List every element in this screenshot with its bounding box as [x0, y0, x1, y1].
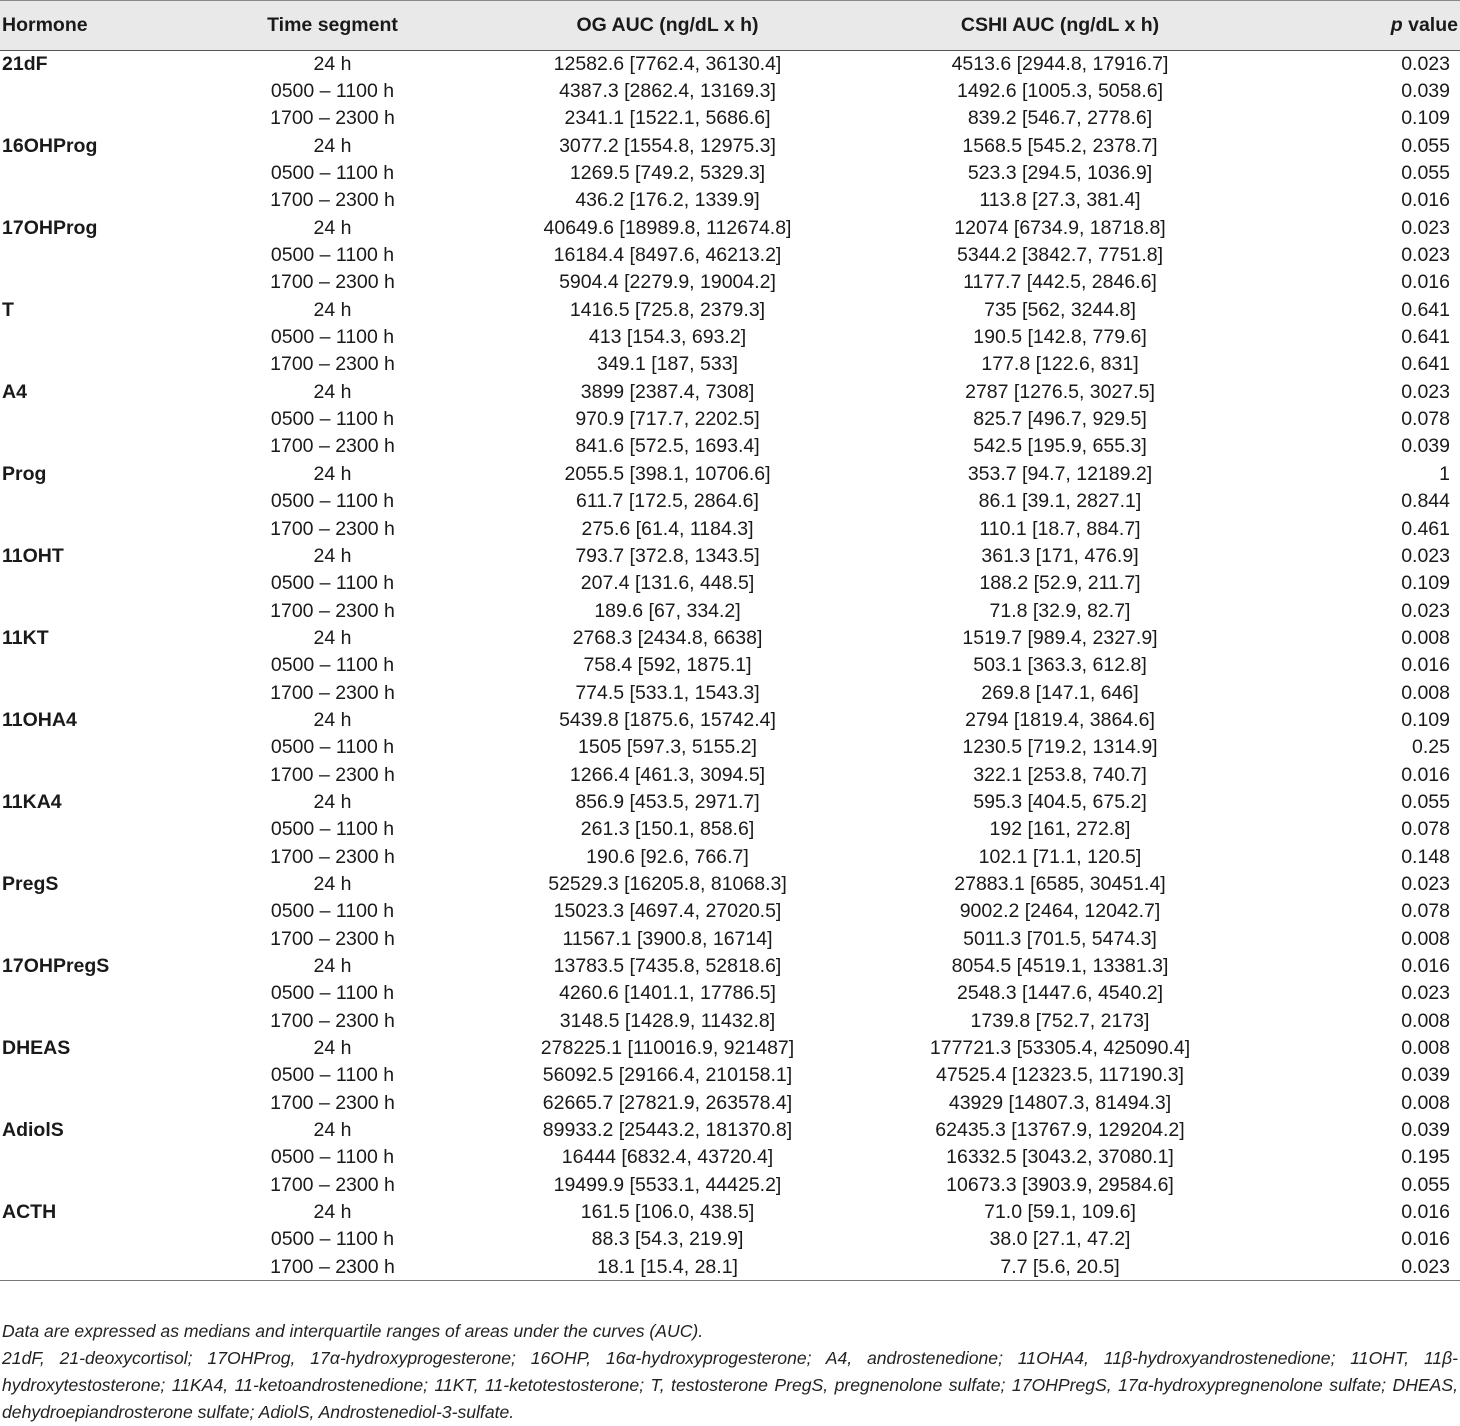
table-row — [0, 1035, 1460, 1062]
cell-og-auc: 2341.1 [1522.1, 5686.6] — [564, 107, 771, 130]
cell-hormone — [0, 160, 200, 187]
cell-p-value: 0.016 — [1401, 955, 1450, 978]
cell-p-value: 0.008 — [1401, 1009, 1450, 1032]
table-row — [0, 816, 1460, 843]
cell-hormone — [0, 1062, 200, 1089]
cell-time-segment: 1700 – 2300 h — [270, 1091, 395, 1114]
cell-og-auc: 793.7 [372.8, 1343.5] — [575, 544, 760, 567]
table-header — [0, 1, 1460, 51]
cell-cshi-auc: 113.8 [27.3, 381.4] — [979, 189, 1141, 212]
cell-cshi-auc: 269.8 [147.1, 646] — [981, 681, 1139, 704]
cell-p-value: 0.461 — [1401, 517, 1450, 540]
cell-cshi-auc: 47525.4 [12323.5, 117190.3] — [936, 1064, 1184, 1087]
cell-p-value: 0.25 — [1412, 736, 1450, 759]
cell-hormone: PregS — [2, 872, 59, 895]
cell-hormone — [0, 488, 200, 515]
cell-og-auc: 52529.3 [16205.8, 81068.3] — [548, 872, 787, 895]
cell-cshi-auc: 177.8 [122.6, 831] — [981, 353, 1139, 376]
table-row — [0, 1008, 1460, 1035]
cell-og-auc: 3148.5 [1428.9, 11432.8] — [559, 1009, 776, 1032]
cell-time-segment: 1700 – 2300 h — [270, 271, 395, 294]
cell-og-auc: 5904.4 [2279.9, 19004.2] — [559, 271, 776, 294]
cell-hormone: 11KT — [2, 626, 49, 649]
cell-p-value: 0.023 — [1401, 982, 1450, 1005]
table-row — [0, 1062, 1460, 1089]
cell-og-auc: 16184.4 [8497.6, 46213.2] — [553, 244, 782, 267]
cell-time-segment: 0500 – 1100 h — [270, 900, 395, 923]
table-row — [0, 980, 1460, 1007]
cell-og-auc: 88.3 [54.3, 219.9] — [591, 1228, 744, 1251]
cell-hormone: AdiolS — [2, 1119, 64, 1142]
cell-hormone: 17OHPregS — [2, 955, 110, 978]
table-row — [0, 898, 1460, 925]
cell-hormone — [0, 1172, 200, 1199]
cell-p-value: 0.023 — [1250, 1254, 1460, 1281]
table-footnotes — [2, 1318, 1458, 1426]
cell-hormone — [0, 1144, 200, 1171]
table-row — [0, 734, 1460, 761]
cell-time-segment: 0500 – 1100 h — [270, 162, 395, 185]
table-row — [0, 215, 1460, 242]
footnote-abbreviations: 21dF, 21-deoxycortisol; 17OHProg, 17α-hydroxyprogesterone; 16OHP, 16α-hydroxyprogesterone; A4, androstenedione; 11OHA4, 11β-hydroxyandrostenedione; 11OHT, 11β-hydroxytestosterone; 11KA4, 11-ketoandrostenedione; 11KT, 11-ketotestosterone; T, testosterone PregS, pregnenolone sulfate; 17OHPregS, 17α-hydroxypregnenolone sulfate; DHEAS, dehydroepiandrosterone sulfate; AdiolS, Androstenediol-3-sulfate. — [2, 1348, 1458, 1422]
cell-hormone — [0, 324, 200, 351]
cell-p-value: 0.023 — [1401, 244, 1450, 267]
table-row — [0, 461, 1460, 488]
cell-time-segment: 0500 – 1100 h — [270, 408, 395, 431]
cell-cshi-auc: 2548.3 [1447.6, 4540.2] — [956, 982, 1164, 1005]
cell-cshi-auc: 38.0 [27.1, 47.2] — [989, 1228, 1131, 1251]
header-og-auc: OG AUC (ng/dL x h) — [465, 1, 870, 51]
cell-cshi-auc: 542.5 [195.9, 655.3] — [973, 435, 1147, 458]
cell-p-value: 0.109 — [1401, 107, 1450, 130]
cell-og-auc: 1266.4 [461.3, 3094.5] — [569, 763, 766, 786]
cell-p-value: 0.078 — [1401, 408, 1450, 431]
cell-hormone — [0, 187, 200, 214]
cell-hormone — [0, 242, 200, 269]
cell-time-segment: 0500 – 1100 h — [270, 1146, 395, 1169]
cell-time-segment: 24 h — [313, 1119, 352, 1142]
cell-p-value: 0.055 — [1401, 162, 1450, 185]
table-row — [0, 269, 1460, 296]
table-row — [0, 1090, 1460, 1117]
table-row — [0, 78, 1460, 105]
cell-cshi-auc: 361.3 [171, 476.9] — [981, 544, 1139, 567]
cell-hormone — [0, 570, 200, 597]
cell-og-auc: 89933.2 [25443.2, 181370.8] — [542, 1119, 793, 1142]
cell-og-auc: 161.5 [106.0, 438.5] — [580, 1201, 755, 1224]
table-row — [0, 351, 1460, 378]
cell-p-value: 0.008 — [1401, 927, 1450, 950]
cell-time-segment: 0500 – 1100 h — [270, 1064, 395, 1087]
cell-cshi-auc: 62435.3 [13767.9, 129204.2] — [935, 1119, 1185, 1142]
cell-hormone: ACTH — [2, 1201, 57, 1224]
cell-og-auc: 19499.9 [5533.1, 44425.2] — [553, 1173, 782, 1196]
cell-p-value: 0.039 — [1401, 1064, 1450, 1087]
table-row — [0, 543, 1460, 570]
cell-time-segment: 24 h — [313, 872, 352, 895]
cell-time-segment: 24 h — [313, 1201, 352, 1224]
cell-hormone — [0, 351, 200, 378]
cell-p-value: 0.023 — [1401, 216, 1450, 239]
cell-hormone — [0, 1254, 200, 1281]
cell-hormone: 17OHProg — [2, 216, 98, 239]
table-row — [0, 515, 1460, 542]
table-row — [0, 1199, 1460, 1226]
cell-hormone — [0, 597, 200, 624]
header-time-segment: Time segment — [200, 1, 465, 51]
cell-p-value: 0.016 — [1401, 189, 1450, 212]
cell-og-auc: 4387.3 [2862.4, 13169.3] — [559, 80, 776, 103]
cell-p-value: 0.078 — [1401, 818, 1450, 841]
cell-p-value: 0.016 — [1401, 654, 1450, 677]
table-row — [0, 570, 1460, 597]
cell-og-auc: 56092.5 [29166.4, 210158.1] — [542, 1064, 793, 1087]
table-row — [0, 761, 1460, 788]
table-row — [0, 133, 1460, 160]
table-row — [0, 1254, 1460, 1281]
cell-hormone: T — [2, 298, 14, 321]
cell-p-value: 0.844 — [1401, 490, 1450, 513]
header-p-italic: p — [1390, 14, 1403, 36]
cell-hormone: DHEAS — [2, 1037, 71, 1060]
cell-og-auc: 4260.6 [1401.1, 17786.5] — [559, 982, 776, 1005]
table-row — [0, 843, 1460, 870]
cell-og-auc: 190.6 [92.6, 766.7] — [586, 845, 749, 868]
cell-og-auc: 1505 [597.3, 5155.2] — [578, 736, 757, 759]
cell-hormone: Prog — [2, 462, 47, 485]
cell-og-auc: 62665.7 [27821.9, 263578.4] — [542, 1091, 793, 1114]
cell-cshi-auc: 2794 [1819.4, 3864.6] — [965, 708, 1155, 731]
cell-time-segment: 0500 – 1100 h — [270, 736, 395, 759]
cell-hormone: 16OHProg — [2, 134, 98, 157]
cell-cshi-auc: 523.3 [294.5, 1036.9] — [967, 162, 1153, 185]
footnote-data-description: Data are expressed as medians and interquartile ranges of areas under the curves (AUC). — [2, 1321, 704, 1341]
table-row — [0, 789, 1460, 816]
cell-p-value: 0.016 — [1401, 1228, 1450, 1251]
cell-og-auc: 436.2 [176.2, 1339.9] — [575, 189, 760, 212]
table-row — [0, 679, 1460, 706]
cell-time-segment: 24 h — [313, 626, 352, 649]
cell-p-value: 0.055 — [1401, 134, 1450, 157]
cell-cshi-auc: 2787 [1276.5, 3027.5] — [965, 380, 1155, 403]
cell-cshi-auc: 188.2 [52.9, 211.7] — [979, 572, 1141, 595]
cell-hormone: A4 — [2, 380, 27, 403]
cell-og-auc: 3899 [2387.4, 7308] — [580, 380, 755, 403]
cell-time-segment: 1700 – 2300 h — [270, 353, 395, 376]
cell-time-segment: 24 h — [313, 544, 352, 567]
cell-hormone — [0, 406, 200, 433]
cell-time-segment: 1700 – 2300 h — [270, 1173, 395, 1196]
table-row — [0, 379, 1460, 406]
cell-cshi-auc: 5344.2 [3842.7, 7751.8] — [956, 244, 1164, 267]
cell-og-auc: 5439.8 [1875.6, 15742.4] — [559, 708, 776, 731]
cell-hormone — [0, 980, 200, 1007]
cell-cshi-auc: 71.8 [32.9, 82.7] — [989, 599, 1131, 622]
cell-p-value: 0.641 — [1401, 298, 1450, 321]
cell-cshi-auc: 825.7 [496.7, 929.5] — [973, 408, 1147, 431]
cell-time-segment: 1700 – 2300 h — [270, 599, 395, 622]
cell-cshi-auc: 1177.7 [442.5, 2846.6] — [963, 271, 1157, 294]
cell-og-auc: 413 [154.3, 693.2] — [588, 326, 747, 349]
cell-og-auc: 18.1 [15.4, 28.1] — [465, 1254, 870, 1281]
table-body — [0, 51, 1460, 1281]
table-row — [0, 242, 1460, 269]
cell-time-segment: 1700 – 2300 h — [270, 763, 395, 786]
cell-time-segment: 0500 – 1100 h — [270, 326, 395, 349]
cell-og-auc: 11567.1 [3900.8, 16714] — [562, 927, 773, 950]
table-row — [0, 625, 1460, 652]
cell-cshi-auc: 353.7 [94.7, 12189.2] — [967, 462, 1153, 485]
cell-cshi-auc: 10673.3 [3903.9, 29584.6] — [946, 1173, 1174, 1196]
cell-time-segment: 1700 – 2300 h — [270, 435, 395, 458]
table-row — [0, 1144, 1460, 1171]
cell-time-segment: 24 h — [313, 1037, 352, 1060]
cell-cshi-auc: 86.1 [39.1, 2827.1] — [978, 490, 1142, 513]
cell-p-value: 0.195 — [1401, 1146, 1450, 1169]
header-hormone: Hormone — [0, 1, 200, 51]
cell-time-segment: 1700 – 2300 h — [270, 1009, 395, 1032]
cell-p-value: 0.008 — [1401, 1091, 1450, 1114]
cell-og-auc: 12582.6 [7762.4, 36130.4] — [553, 52, 782, 75]
header-row — [0, 1, 1460, 51]
cell-time-segment: 0500 – 1100 h — [270, 490, 395, 513]
cell-hormone — [0, 1008, 200, 1035]
cell-time-segment: 1700 – 2300 h — [270, 681, 395, 704]
cell-og-auc: 278225.1 [110016.9, 921487] — [540, 1037, 795, 1060]
cell-hormone — [0, 679, 200, 706]
cell-og-auc: 189.6 [67, 334.2] — [594, 599, 741, 622]
cell-time-segment: 1700 – 2300 h — [270, 189, 395, 212]
cell-p-value: 0.023 — [1401, 544, 1450, 567]
cell-hormone — [0, 1226, 200, 1253]
cell-time-segment: 24 h — [313, 380, 352, 403]
cell-p-value: 0.023 — [1401, 52, 1450, 75]
cell-p-value: 0.016 — [1401, 763, 1450, 786]
cell-hormone — [0, 816, 200, 843]
header-cshi-auc: CSHI AUC (ng/dL x h) — [870, 1, 1250, 51]
cell-cshi-auc: 1230.5 [719.2, 1314.9] — [962, 736, 1158, 759]
cell-p-value: 0.039 — [1401, 1119, 1450, 1142]
cell-cshi-auc: 27883.1 [6585, 30451.4] — [954, 872, 1166, 895]
table-row — [0, 406, 1460, 433]
cell-cshi-auc: 1739.8 [752.7, 2173] — [970, 1009, 1150, 1032]
cell-og-auc: 611.7 [172.5, 2864.6] — [576, 490, 759, 513]
cell-p-value: 0.078 — [1401, 900, 1450, 923]
cell-cshi-auc: 110.1 [18.7, 884.7] — [979, 517, 1141, 540]
table-row — [0, 187, 1460, 214]
cell-hormone — [0, 515, 200, 542]
cell-time-segment: 1700 – 2300 h — [270, 107, 395, 130]
cell-p-value: 0.023 — [1401, 599, 1450, 622]
cell-cshi-auc: 102.1 [71.1, 120.5] — [978, 845, 1142, 868]
cell-p-value: 0.641 — [1401, 353, 1450, 376]
cell-p-value: 0.008 — [1401, 681, 1450, 704]
cell-cshi-auc: 9002.2 [2464, 12042.7] — [959, 900, 1161, 923]
table-row — [0, 953, 1460, 980]
cell-time-segment: 1700 – 2300 h — [200, 1254, 465, 1281]
cell-hormone — [0, 1090, 200, 1117]
cell-cshi-auc: 1492.6 [1005.3, 5058.6] — [956, 80, 1164, 103]
cell-time-segment: 0500 – 1100 h — [270, 818, 395, 841]
cell-og-auc: 207.4 [131.6, 448.5] — [580, 572, 755, 595]
cell-time-segment: 0500 – 1100 h — [270, 654, 395, 677]
cell-hormone: 11OHA4 — [2, 708, 77, 731]
cell-og-auc: 1416.5 [725.8, 2379.3] — [569, 298, 766, 321]
cell-cshi-auc: 190.5 [142.8, 779.6] — [973, 326, 1147, 349]
cell-time-segment: 24 h — [313, 955, 352, 978]
cell-p-value: 0.016 — [1401, 271, 1450, 294]
cell-time-segment: 1700 – 2300 h — [270, 517, 395, 540]
cell-p-value: 0.109 — [1401, 572, 1450, 595]
cell-time-segment: 24 h — [313, 708, 352, 731]
table-row — [0, 597, 1460, 624]
cell-p-value: 0.016 — [1401, 1201, 1450, 1224]
cell-cshi-auc: 7.7 [5.6, 20.5] — [870, 1254, 1250, 1281]
cell-time-segment: 0500 – 1100 h — [270, 80, 395, 103]
cell-p-value: 0.148 — [1401, 845, 1450, 868]
cell-cshi-auc: 16332.5 [3043.2, 37080.1] — [946, 1146, 1174, 1169]
cell-og-auc: 1269.5 [749.2, 5329.3] — [569, 162, 766, 185]
cell-hormone — [0, 843, 200, 870]
cell-time-segment: 1700 – 2300 h — [270, 845, 395, 868]
cell-cshi-auc: 839.2 [546.7, 2778.6] — [967, 107, 1153, 130]
cell-hormone — [0, 269, 200, 296]
cell-og-auc: 970.9 [717.7, 2202.5] — [575, 408, 760, 431]
cell-og-auc: 16444 [6832.4, 43720.4] — [561, 1146, 774, 1169]
cell-p-value: 0.039 — [1401, 80, 1450, 103]
cell-hormone — [0, 761, 200, 788]
table-row — [0, 926, 1460, 953]
cell-p-value: 0.109 — [1401, 708, 1450, 731]
cell-p-value: 1 — [1439, 462, 1450, 485]
header-p-rest: value — [1402, 14, 1458, 36]
cell-og-auc: 841.6 [572.5, 1693.4] — [575, 435, 760, 458]
table-row — [0, 652, 1460, 679]
cell-time-segment: 0500 – 1100 h — [270, 572, 395, 595]
table-row — [0, 324, 1460, 351]
cell-cshi-auc: 1568.5 [545.2, 2378.7] — [962, 134, 1158, 157]
table-row — [0, 51, 1460, 78]
cell-og-auc: 275.6 [61.4, 1184.3] — [581, 517, 754, 540]
cell-time-segment: 24 h — [313, 216, 352, 239]
table-row — [0, 1226, 1460, 1253]
cell-og-auc: 2055.5 [398.1, 10706.6] — [564, 462, 771, 485]
table-row — [0, 105, 1460, 132]
cell-hormone: 11KA4 — [2, 790, 62, 813]
table-row — [0, 433, 1460, 460]
table-row — [0, 297, 1460, 324]
table-row — [0, 488, 1460, 515]
table-row — [0, 1117, 1460, 1144]
cell-cshi-auc: 735 [562, 3244.8] — [984, 298, 1136, 321]
cell-hormone — [0, 898, 200, 925]
cell-cshi-auc: 192 [161, 272.8] — [989, 818, 1131, 841]
cell-time-segment: 0500 – 1100 h — [270, 1228, 395, 1251]
cell-hormone — [0, 433, 200, 460]
cell-hormone — [0, 734, 200, 761]
cell-cshi-auc: 322.1 [253.8, 740.7] — [973, 763, 1147, 786]
cell-p-value: 0.023 — [1401, 380, 1450, 403]
cell-og-auc: 40649.6 [18989.8, 112674.8] — [543, 216, 792, 239]
cell-cshi-auc: 71.0 [59.1, 109.6] — [984, 1201, 1136, 1224]
cell-hormone — [0, 105, 200, 132]
cell-time-segment: 24 h — [313, 298, 352, 321]
cell-hormone: 21dF — [2, 52, 48, 75]
cell-time-segment: 1700 – 2300 h — [270, 927, 395, 950]
cell-og-auc: 774.5 [533.1, 1543.3] — [575, 681, 760, 704]
cell-og-auc: 15023.3 [4697.4, 27020.5] — [553, 900, 782, 923]
cell-time-segment: 24 h — [313, 52, 352, 75]
cell-cshi-auc: 595.3 [404.5, 675.2] — [973, 790, 1147, 813]
cell-time-segment: 24 h — [313, 134, 352, 157]
cell-cshi-auc: 8054.5 [4519.1, 13381.3] — [951, 955, 1169, 978]
table-row — [0, 871, 1460, 898]
cell-p-value: 0.039 — [1401, 435, 1450, 458]
cell-og-auc: 3077.2 [1554.8, 12975.3] — [559, 134, 776, 157]
cell-time-segment: 0500 – 1100 h — [270, 982, 395, 1005]
cell-cshi-auc: 4513.6 [2944.8, 17916.7] — [951, 52, 1169, 75]
header-p-value — [1250, 1, 1460, 51]
table-row — [0, 707, 1460, 734]
cell-cshi-auc: 503.1 [363.3, 612.8] — [973, 654, 1147, 677]
cell-hormone — [0, 926, 200, 953]
cell-time-segment: 24 h — [313, 462, 352, 485]
cell-p-value: 0.055 — [1401, 790, 1450, 813]
cell-p-value: 0.008 — [1401, 1037, 1450, 1060]
cell-og-auc: 13783.5 [7435.8, 52818.6] — [553, 955, 782, 978]
table-row — [0, 160, 1460, 187]
cell-cshi-auc: 177721.3 [53305.4, 425090.4] — [929, 1037, 1191, 1060]
cell-time-segment: 24 h — [313, 790, 352, 813]
cell-og-auc: 758.4 [592, 1875.1] — [583, 654, 752, 677]
cell-cshi-auc: 12074 [6734.9, 18718.8] — [954, 216, 1166, 239]
cell-og-auc: 349.1 [187, 533] — [597, 353, 738, 376]
cell-og-auc: 2768.3 [2434.8, 6638] — [572, 626, 763, 649]
table-row — [0, 1172, 1460, 1199]
cell-cshi-auc: 5011.3 [701.5, 5474.3] — [963, 927, 1157, 950]
cell-hormone — [0, 78, 200, 105]
cell-og-auc: 856.9 [453.5, 2971.7] — [575, 790, 760, 813]
cell-p-value: 0.055 — [1401, 1173, 1450, 1196]
cell-time-segment: 0500 – 1100 h — [270, 244, 395, 267]
cell-p-value: 0.641 — [1401, 326, 1450, 349]
cell-p-value: 0.023 — [1401, 872, 1450, 895]
cell-og-auc: 261.3 [150.1, 858.6] — [580, 818, 755, 841]
cell-hormone — [0, 652, 200, 679]
cell-hormone: 11OHT — [2, 544, 64, 567]
cell-cshi-auc: 1519.7 [989.4, 2327.9] — [962, 626, 1158, 649]
cell-p-value: 0.008 — [1401, 626, 1450, 649]
cell-cshi-auc: 43929 [14807.3, 81494.3] — [948, 1091, 1172, 1114]
